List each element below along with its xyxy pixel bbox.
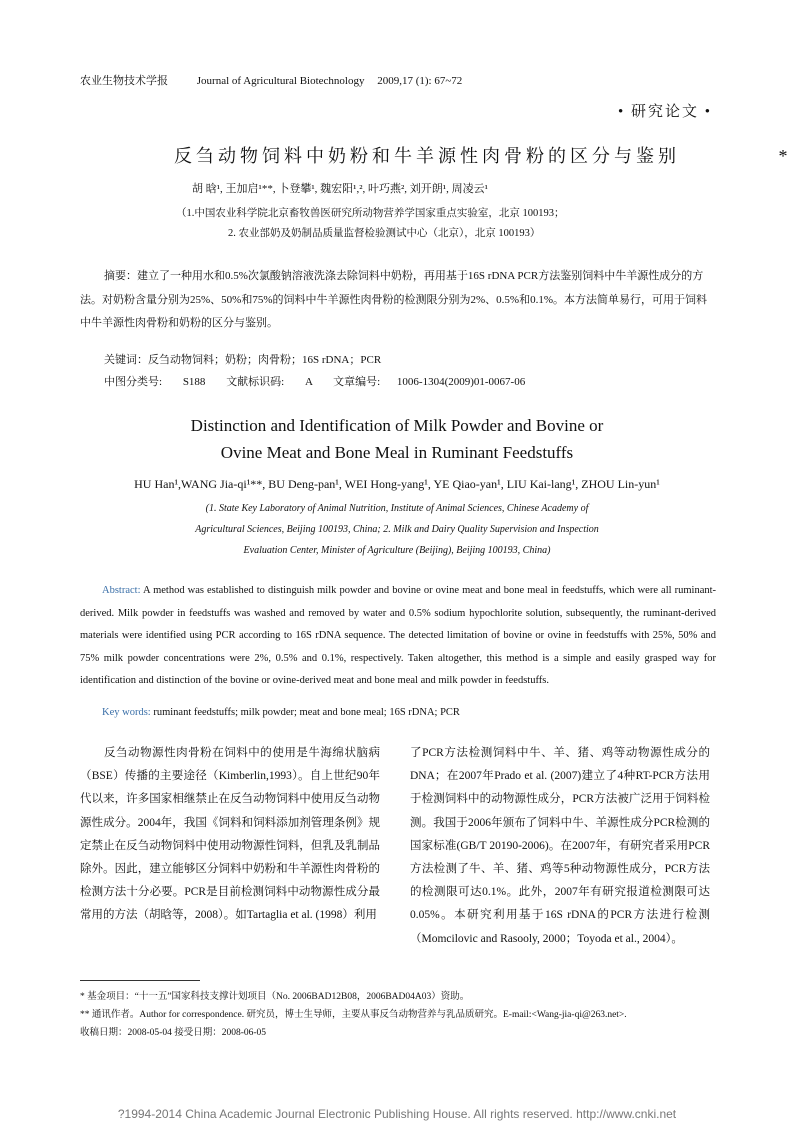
footnote-divider: [80, 980, 200, 981]
clc-value: S188: [182, 376, 206, 388]
chinese-authors: 胡 晗¹, 王加启¹**, 卜登攀¹, 魏宏阳¹,², 叶巧燕², 刘开朗¹, 周凌云¹: [192, 183, 488, 195]
keywords-label: Key words:: [102, 707, 151, 718]
body-column-right: 了PCR方法检测饲料中牛、羊、猪、鸡等动物源性成分的DNA；在2007年Prado et al. (2007)建立了4种RT-PCR方法用于检测饲料中的动物源性成分，PCR方法被广泛用于饲料检测。我国于2006年颁布了饲料中牛、羊源性成分PCR检测的国家标准(GB/T 20190-2006)。在2007年，有研究者采用PCR方法检测了牛、羊、猪、鸡等5种动物源性成分，PCR方法的检测限可达0.1%。此外，2007年有研究报道检测限可达0.05%。本研究利用基于16S rDNA的PCR方法进行检测（Momcilovic and Rasooly, 2000；Toyoda et al., 2004）。: [410, 747, 710, 945]
doc-code-value: A: [305, 376, 313, 388]
clc-label: 中图分类号:: [104, 376, 163, 388]
volume-issue: 2009,17 (1): 67~72: [377, 75, 463, 87]
page-footer: ?1994-2014 China Academic Journal Electronic Publishing House. All rights reserved. http://www.cnki.net: [117, 1107, 677, 1121]
english-affiliation: (1. State Key Laboratory of Animal Nutrition, Institute of Animal Sciences, Chinese Academy of Agricultural Sciences, Beijing 100193, China; 2. Milk and Dairy Quality Supervision and Inspection Evaluation Center, Minister of Agriculture (Beijing), Beijing 100193, China): [195, 503, 599, 556]
english-title: Distinction and Identification of Milk Powder and Bovine or Ovine Meat and Bone Meal in Ruminant Feedstuffs: [190, 416, 604, 462]
chinese-title-text: 反刍动物饲料中奶粉和牛羊源性肉骨粉的区分与鉴别: [174, 146, 680, 166]
body-column-left: 反刍动物源性肉骨粉在饲料中的使用是牛海绵状脑病（BSE）传播的主要途径（Kimberlin,1993）。自上世纪90年代以来，许多国家相继禁止在反刍动物饲料中使用反刍动物源性成分。2004年，我国《饲料和饲料添加剂管理条例》规定禁止在反刍动物饲料中使用动物源性饲料，但乳及乳制品除外。因此，建立能够区分饲料中奶粉和牛羊源性肉骨粉的检测方法十分必要。PCR是目前检测饲料中动物源性成分最常用的方法（胡晗等，2008）。如Tartaglia et al. (1998）利用: [80, 747, 380, 922]
chinese-title: [174, 142, 792, 168]
doc-code-label: 文献标识码:: [226, 376, 285, 388]
footnote-dates: 收稿日期：2008-05-04 接受日期：2008-06-05: [80, 1028, 267, 1038]
footnote-correspondence: ** 通讯作者。Author for correspondence. 研究员，博士生导师，主要从事反刍动物营养与乳品质研究。E-mail:<Wang-jia-qi@263.net>.: [80, 1010, 627, 1020]
keywords-text: ruminant feedstuffs; milk powder; meat and bone meal; 16S rDNA; PCR: [153, 707, 460, 718]
chinese-affiliation-1: （1.中国农业科学院北京畜牧兽医研究所动物营养学国家重点实验室，北京 100193；: [176, 208, 565, 219]
chinese-keywords: 关键词：反刍动物饲料；奶粉；肉骨粉；16S rDNA；PCR: [104, 354, 382, 366]
english-abstract: [80, 580, 716, 693]
journal-name-en: Journal of Agricultural Biotechnology: [196, 75, 365, 87]
section-tag: • 研究论文 •: [617, 104, 712, 120]
running-header: [80, 72, 462, 88]
title-footnote-mark: *: [778, 146, 792, 166]
classification-line: [104, 373, 525, 389]
english-authors: HU Han¹,WANG Jia-qi¹**, BU Deng-pan¹, WEI Hong-yang¹, YE Qiao-yan¹, LIU Kai-lang¹, ZHOU Lin-yun¹: [134, 477, 660, 491]
chinese-affiliation-2: 2. 农业部奶及奶制品质量监督检验测试中心（北京），北京 100193）: [228, 228, 541, 239]
article-no-value: 1006-1304(2009)01-0067-06: [396, 376, 526, 388]
footnote-funding: * 基金项目：“十一五”国家科技支撑计划项目（No. 2006BAD12B08，2006BAD04A03）资助。: [80, 992, 470, 1002]
article-no-label: 文章编号:: [333, 376, 381, 388]
journal-name-cn: 农业生物技术学报: [80, 75, 168, 87]
chinese-abstract: 摘要：建立了一种用水和0.5%次氯酸钠溶液洗涤去除饲料中奶粉，再用基于16S rDNA PCR方法鉴别饲料中牛羊源性成分的方法。对奶粉含量分别为25%、50%和75%的饲料中牛羊源性肉骨粉的检测限分别为2%、0.5%和0.1%。本方法简单易行，可用于饲料中牛羊源性肉骨粉和奶粉的区分与鉴别。: [80, 270, 707, 329]
abstract-text: A method was established to distinguish milk powder and bovine or ovine meat and bone meal in feedstuffs, which were all ruminant-derived. Milk powder in feedstuffs was washed and removed by water and 0.5% sodium hypochlorite solution, subsequently, the ruminant-derived materials were identified using PCR according to 16S rDNA sequence. The detected limitation of bovine or ovine in feedstuffs with 25%, 50% and 75% milk powder concentrations were 2%, 0.5% and 0.1%, respectively. Taken altogether, this method is a simple and easily grasped way for identification and distinction of the bovine or ovine-derived meat and bone meal and milk powder in feedstuffs.: [80, 585, 717, 686]
abstract-label: Abstract:: [102, 585, 141, 596]
english-keywords: [102, 707, 460, 718]
